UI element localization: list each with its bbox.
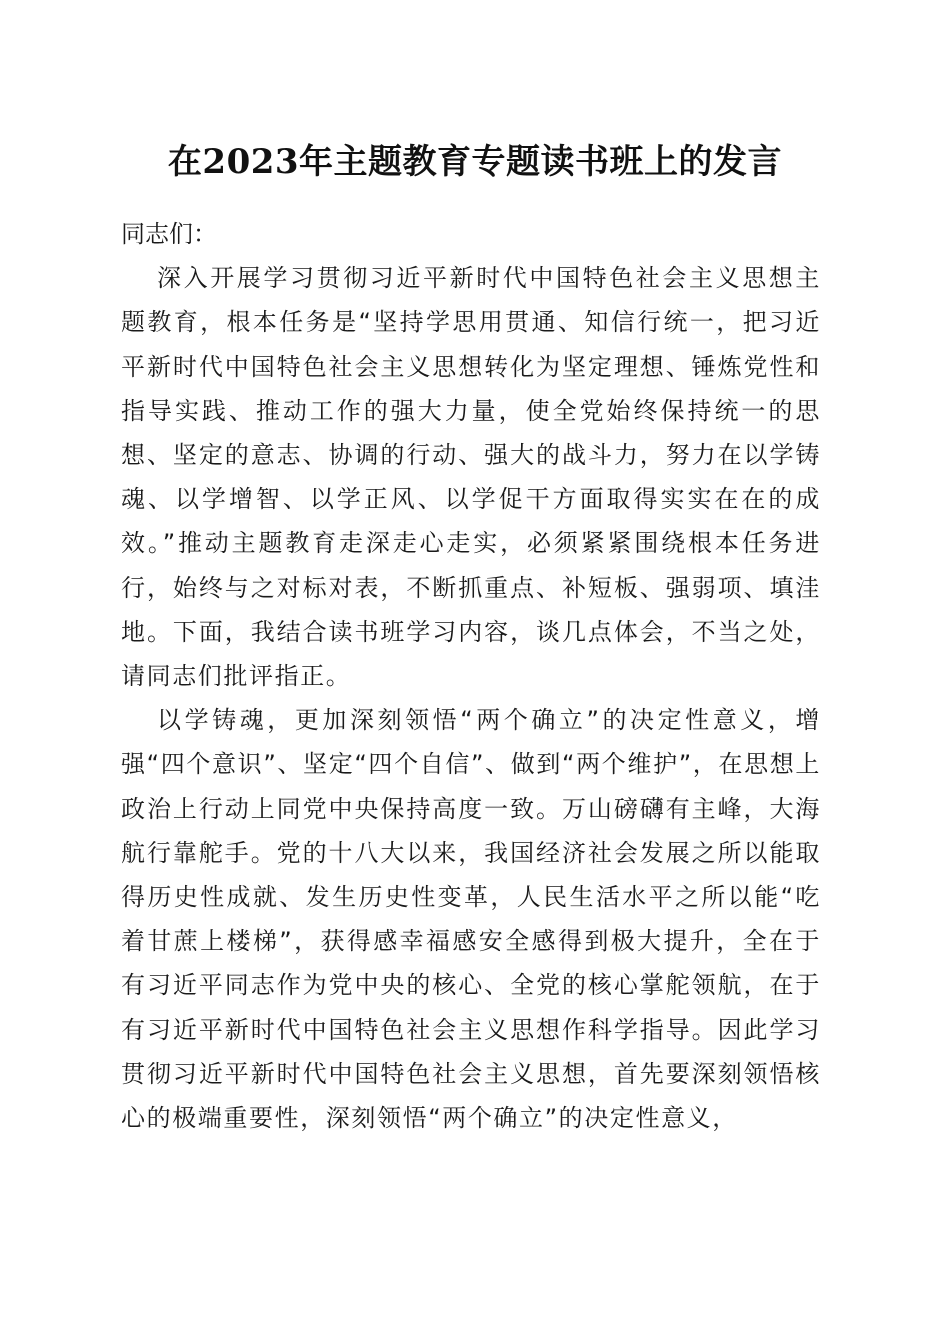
document-title: 在2023年主题教育专题读书班上的发言 [167, 142, 783, 182]
paragraph-learning-soul: 以学铸魂，更加深刻领悟“两个确立”的决定性意义，增强“四个意识”、坚定“四个自信”、做到“两个维护”，在思想上政治上行动上同党中央保持高度一致。万山磅礴有主峰，大海航行靠舵手。党的十八大以来，我国经济社会发展之所以能取得历史性成就、发生历史性变革，人民生活水平之所以能“吃着甘蔗上楼梯”，获得感幸福感安全感得到极大提升，全在于有习近平同志作为党中央的核心、全党的核心掌舵领航，在于有习近平新时代中国特色社会主义思想作科学指导。因此学习贯彻习近平新时代中国特色社会主义思想，首先要深刻领悟核心的极端重要性，深刻领悟“两个确立”的决定性意义， [121, 706, 821, 1133]
paragraph-introduction: 深入开展学习贯彻习近平新时代中国特色社会主义思想主题教育，根本任务是“坚持学思用贯通、知信行统一，把习近平新时代中国特色社会主义思想转化为坚定理想、锤炼党性和指导实践、推动工作的强大力量，使全党始终保持统一的思想、坚定的意志、协调的行动、强大的战斗力，努力在以学铸魂、以学增智、以学正风、以学促干方面取得实实在在的成效。”推动主题教育走深走心走实，必须紧紧围绕根本任务进行，始终与之对标对表，不断抓重点、补短板、强弱项、填洼地。下面，我结合读书班学习内容，谈几点体会，不当之处，请同志们批评指正。 [121, 264, 821, 691]
salutation: 同志们： [121, 220, 217, 248]
document-body [121, 212, 821, 1140]
